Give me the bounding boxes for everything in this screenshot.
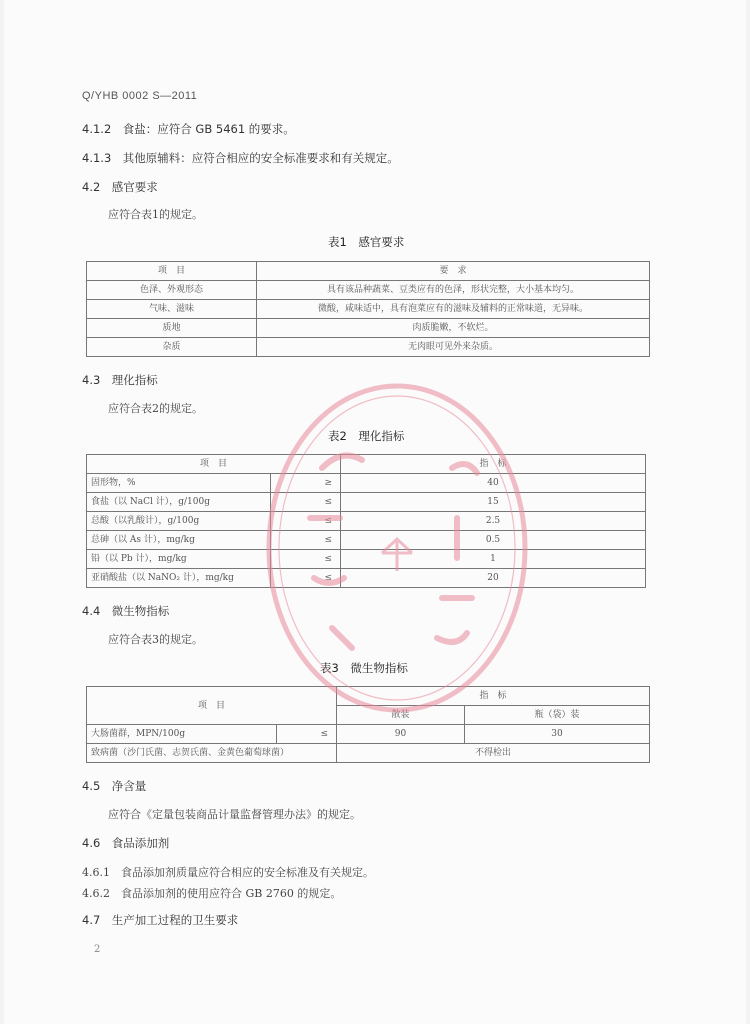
standard-code: Q/YHB 0002 S—2011	[82, 90, 198, 102]
table-cell: 质地	[87, 319, 257, 338]
table-row	[87, 319, 650, 338]
table-cell: 20	[341, 569, 646, 588]
text-4-2: 应符合表1的规定。	[108, 208, 203, 221]
table-row	[87, 744, 650, 763]
table-cell: ≤	[271, 550, 341, 569]
table-cell: 90	[337, 725, 465, 744]
table-row	[87, 281, 650, 300]
table-cell: 微酸，咸味适中，具有泡菜应有的滋味及辅料的正常味道，无异味。	[257, 300, 650, 319]
table-cell: 无肉眼可见外来杂质。	[257, 338, 650, 357]
table-row	[87, 474, 646, 493]
table-header-cell: 项 目	[87, 262, 257, 281]
text-4-5: 应符合《定量包装商品计量监督管理办法》的规定。	[108, 808, 361, 821]
table-cell: 0.5	[341, 531, 646, 550]
table-cell: 具有该品种蔬菜、豆类应有的色泽，形状完整，大小基本均匀。	[257, 281, 650, 300]
table-cell: 铅（以 Pb 计），mg/kg	[87, 550, 271, 569]
table-cell: 致病菌（沙门氏菌、志贺氏菌、金黄色葡萄球菌）	[87, 744, 337, 763]
table-cell: 40	[341, 474, 646, 493]
table-physicochemical	[86, 454, 646, 588]
table-header-cell: 瓶（袋）装	[465, 706, 650, 725]
heading-4-6: 4.6 食品添加剂	[82, 836, 170, 850]
heading-4-7: 4.7 生产加工过程的卫生要求	[82, 913, 239, 927]
table-sensory	[86, 261, 650, 357]
heading-4-3: 4.3 理化指标	[82, 373, 158, 387]
table-cell: ≥	[271, 474, 341, 493]
table-cell: ≤	[271, 512, 341, 531]
table-header-cell: 指 标	[341, 455, 646, 474]
text-4-3: 应符合表2的规定。	[108, 402, 203, 415]
table-cell: ≤	[277, 725, 337, 744]
table-header-cell: 指 标	[337, 687, 650, 706]
section-4-1-3: 4.1.3 其他原辅料：应符合相应的安全标准要求和有关规定。	[82, 151, 399, 165]
table-row	[87, 725, 650, 744]
document-page	[4, 0, 746, 1024]
section-4-6-1: 4.6.1 食品添加剂质量应符合相应的安全标准及有关规定。	[82, 866, 374, 879]
table-cell: ≤	[271, 569, 341, 588]
table-cell: 食盐（以 NaCl 计），g/100g	[87, 493, 271, 512]
section-4-1-2: 4.1.2 食盐：应符合 GB 5461 的要求。	[82, 122, 295, 136]
table-microbiological	[86, 686, 650, 763]
table-row	[87, 512, 646, 531]
table-row	[87, 493, 646, 512]
table-cell: 气味、滋味	[87, 300, 257, 319]
table1-caption: 表1 感官要求	[328, 235, 405, 249]
table-header-cell: 项 目	[87, 455, 341, 474]
table-cell: 15	[341, 493, 646, 512]
table-cell: 不得检出	[337, 744, 650, 763]
table-header-cell: 散装	[337, 706, 465, 725]
heading-4-4: 4.4 微生物指标	[82, 604, 170, 618]
section-4-6-2: 4.6.2 食品添加剂的使用应符合 GB 2760 的规定。	[82, 887, 342, 900]
table-cell: 大肠菌群，MPN/100g	[87, 725, 277, 744]
table-row	[87, 338, 650, 357]
table-row	[87, 550, 646, 569]
heading-4-2: 4.2 感官要求	[82, 180, 158, 194]
table-cell: 色泽、外观形态	[87, 281, 257, 300]
table-header-cell: 要 求	[257, 262, 650, 281]
table-cell: 肉质脆嫩，不软烂。	[257, 319, 650, 338]
table-cell: 总砷（以 As 计），mg/kg	[87, 531, 271, 550]
table-row	[87, 531, 646, 550]
text-4-4: 应符合表3的规定。	[108, 633, 203, 646]
table-header-row	[87, 687, 650, 706]
table-row	[87, 300, 650, 319]
table-header-row	[87, 455, 646, 474]
table-row	[87, 569, 646, 588]
table2-caption: 表2 理化指标	[328, 429, 405, 443]
table-cell: 30	[465, 725, 650, 744]
table-cell: ≤	[271, 493, 341, 512]
table-header-cell: 项 目	[87, 687, 337, 725]
heading-4-5: 4.5 净含量	[82, 779, 147, 793]
table3-caption: 表3 微生物指标	[320, 661, 408, 675]
table-cell: ≤	[271, 531, 341, 550]
table-cell: 2.5	[341, 512, 646, 531]
table-cell: 1	[341, 550, 646, 569]
page-number: 2	[94, 944, 101, 955]
table-cell: 总酸（以乳酸计），g/100g	[87, 512, 271, 531]
table-header-row	[87, 262, 650, 281]
table-cell: 杂质	[87, 338, 257, 357]
table-cell: 亚硝酸盐（以 NaNO₂ 计），mg/kg	[87, 569, 271, 588]
table-cell: 固形物，%	[87, 474, 271, 493]
